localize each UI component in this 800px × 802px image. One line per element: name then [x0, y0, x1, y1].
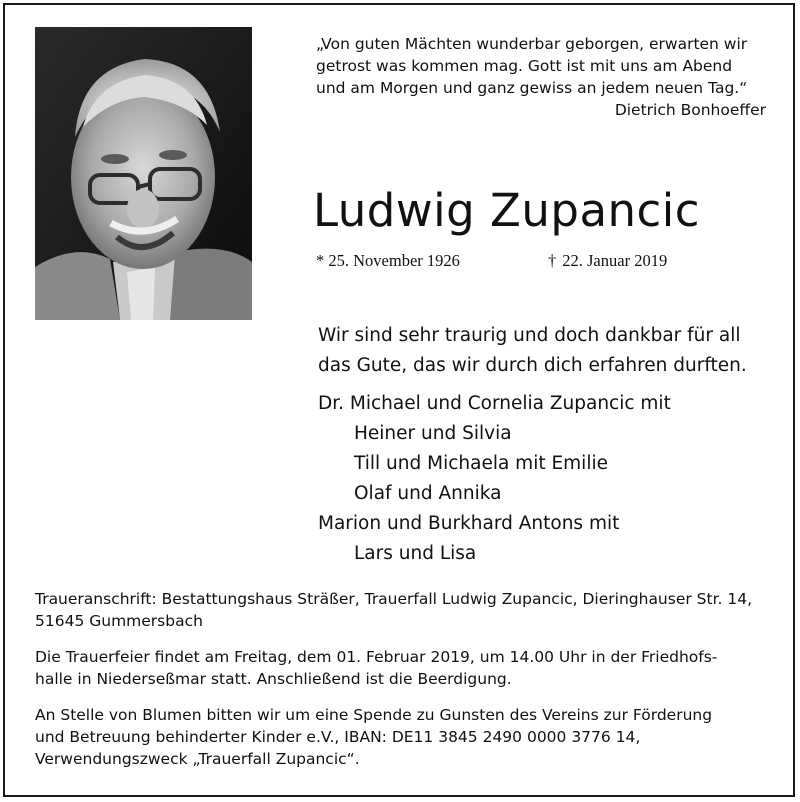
- quote-line: „Von guten Mächten wunderbar geborgen, erwarten wir: [316, 35, 748, 53]
- death-date: 22. Januar 2019: [562, 251, 668, 270]
- donation-paragraph: [35, 704, 775, 770]
- donation-line: und Betreuung behinderter Kinder e.V., IBAN: DE11 3845 2490 0000 3776 14,: [35, 728, 641, 746]
- address-line: 51645 Gummersbach: [35, 612, 203, 630]
- quote-line: getrost was kommen mag. Gott ist mit uns am Abend: [316, 57, 733, 75]
- ceremony-line: halle in Niederseßmar statt. Anschließend ist die Beerdigung.: [35, 670, 512, 688]
- family-line: Olaf und Annika: [354, 483, 502, 504]
- family-line: Marion und Burkhard Antons mit: [318, 513, 620, 534]
- sentiment-line: das Gute, das wir durch dich erfahren durften.: [318, 355, 747, 376]
- cross-icon: †: [548, 251, 557, 270]
- deceased-name: Ludwig Zupancic: [313, 184, 701, 237]
- donation-line: Verwendungszweck „Trauerfall Zupancic“.: [35, 750, 360, 768]
- address-paragraph: [35, 588, 775, 632]
- ceremony-line: Die Trauerfeier findet am Freitag, dem 01. Februar 2019, um 14.00 Uhr in der Friedhofs-: [35, 648, 718, 666]
- quote-author: Dietrich Bonhoeffer: [614, 101, 766, 119]
- portrait-photo: [35, 27, 252, 320]
- notice-details: [35, 588, 775, 784]
- birth-date: * 25. November 1926: [316, 251, 460, 270]
- death-date-group: [548, 250, 667, 272]
- donation-line: An Stelle von Blumen bitten wir um eine Spende zu Gunsten des Vereins zur Förderung: [35, 706, 713, 724]
- family-line: Lars und Lisa: [354, 543, 477, 564]
- family-list: [318, 389, 788, 569]
- family-line: Till und Michaela mit Emilie: [354, 453, 608, 474]
- family-line: Dr. Michael und Cornelia Zupancic mit: [318, 393, 671, 414]
- family-line: Heiner und Silvia: [354, 423, 512, 444]
- address-line: Traueranschrift: Bestattungshaus Sträßer, Trauerfall Ludwig Zupancic, Dieringhauser Str. 14,: [35, 590, 753, 608]
- sentiment-text: [318, 321, 788, 381]
- ceremony-paragraph: [35, 646, 775, 690]
- sentiment-line: Wir sind sehr traurig und doch dankbar für all: [318, 325, 741, 346]
- quote-line: und am Morgen und ganz gewiss an jedem neuen Tag.“: [316, 79, 748, 97]
- bonhoeffer-quote: [316, 33, 780, 121]
